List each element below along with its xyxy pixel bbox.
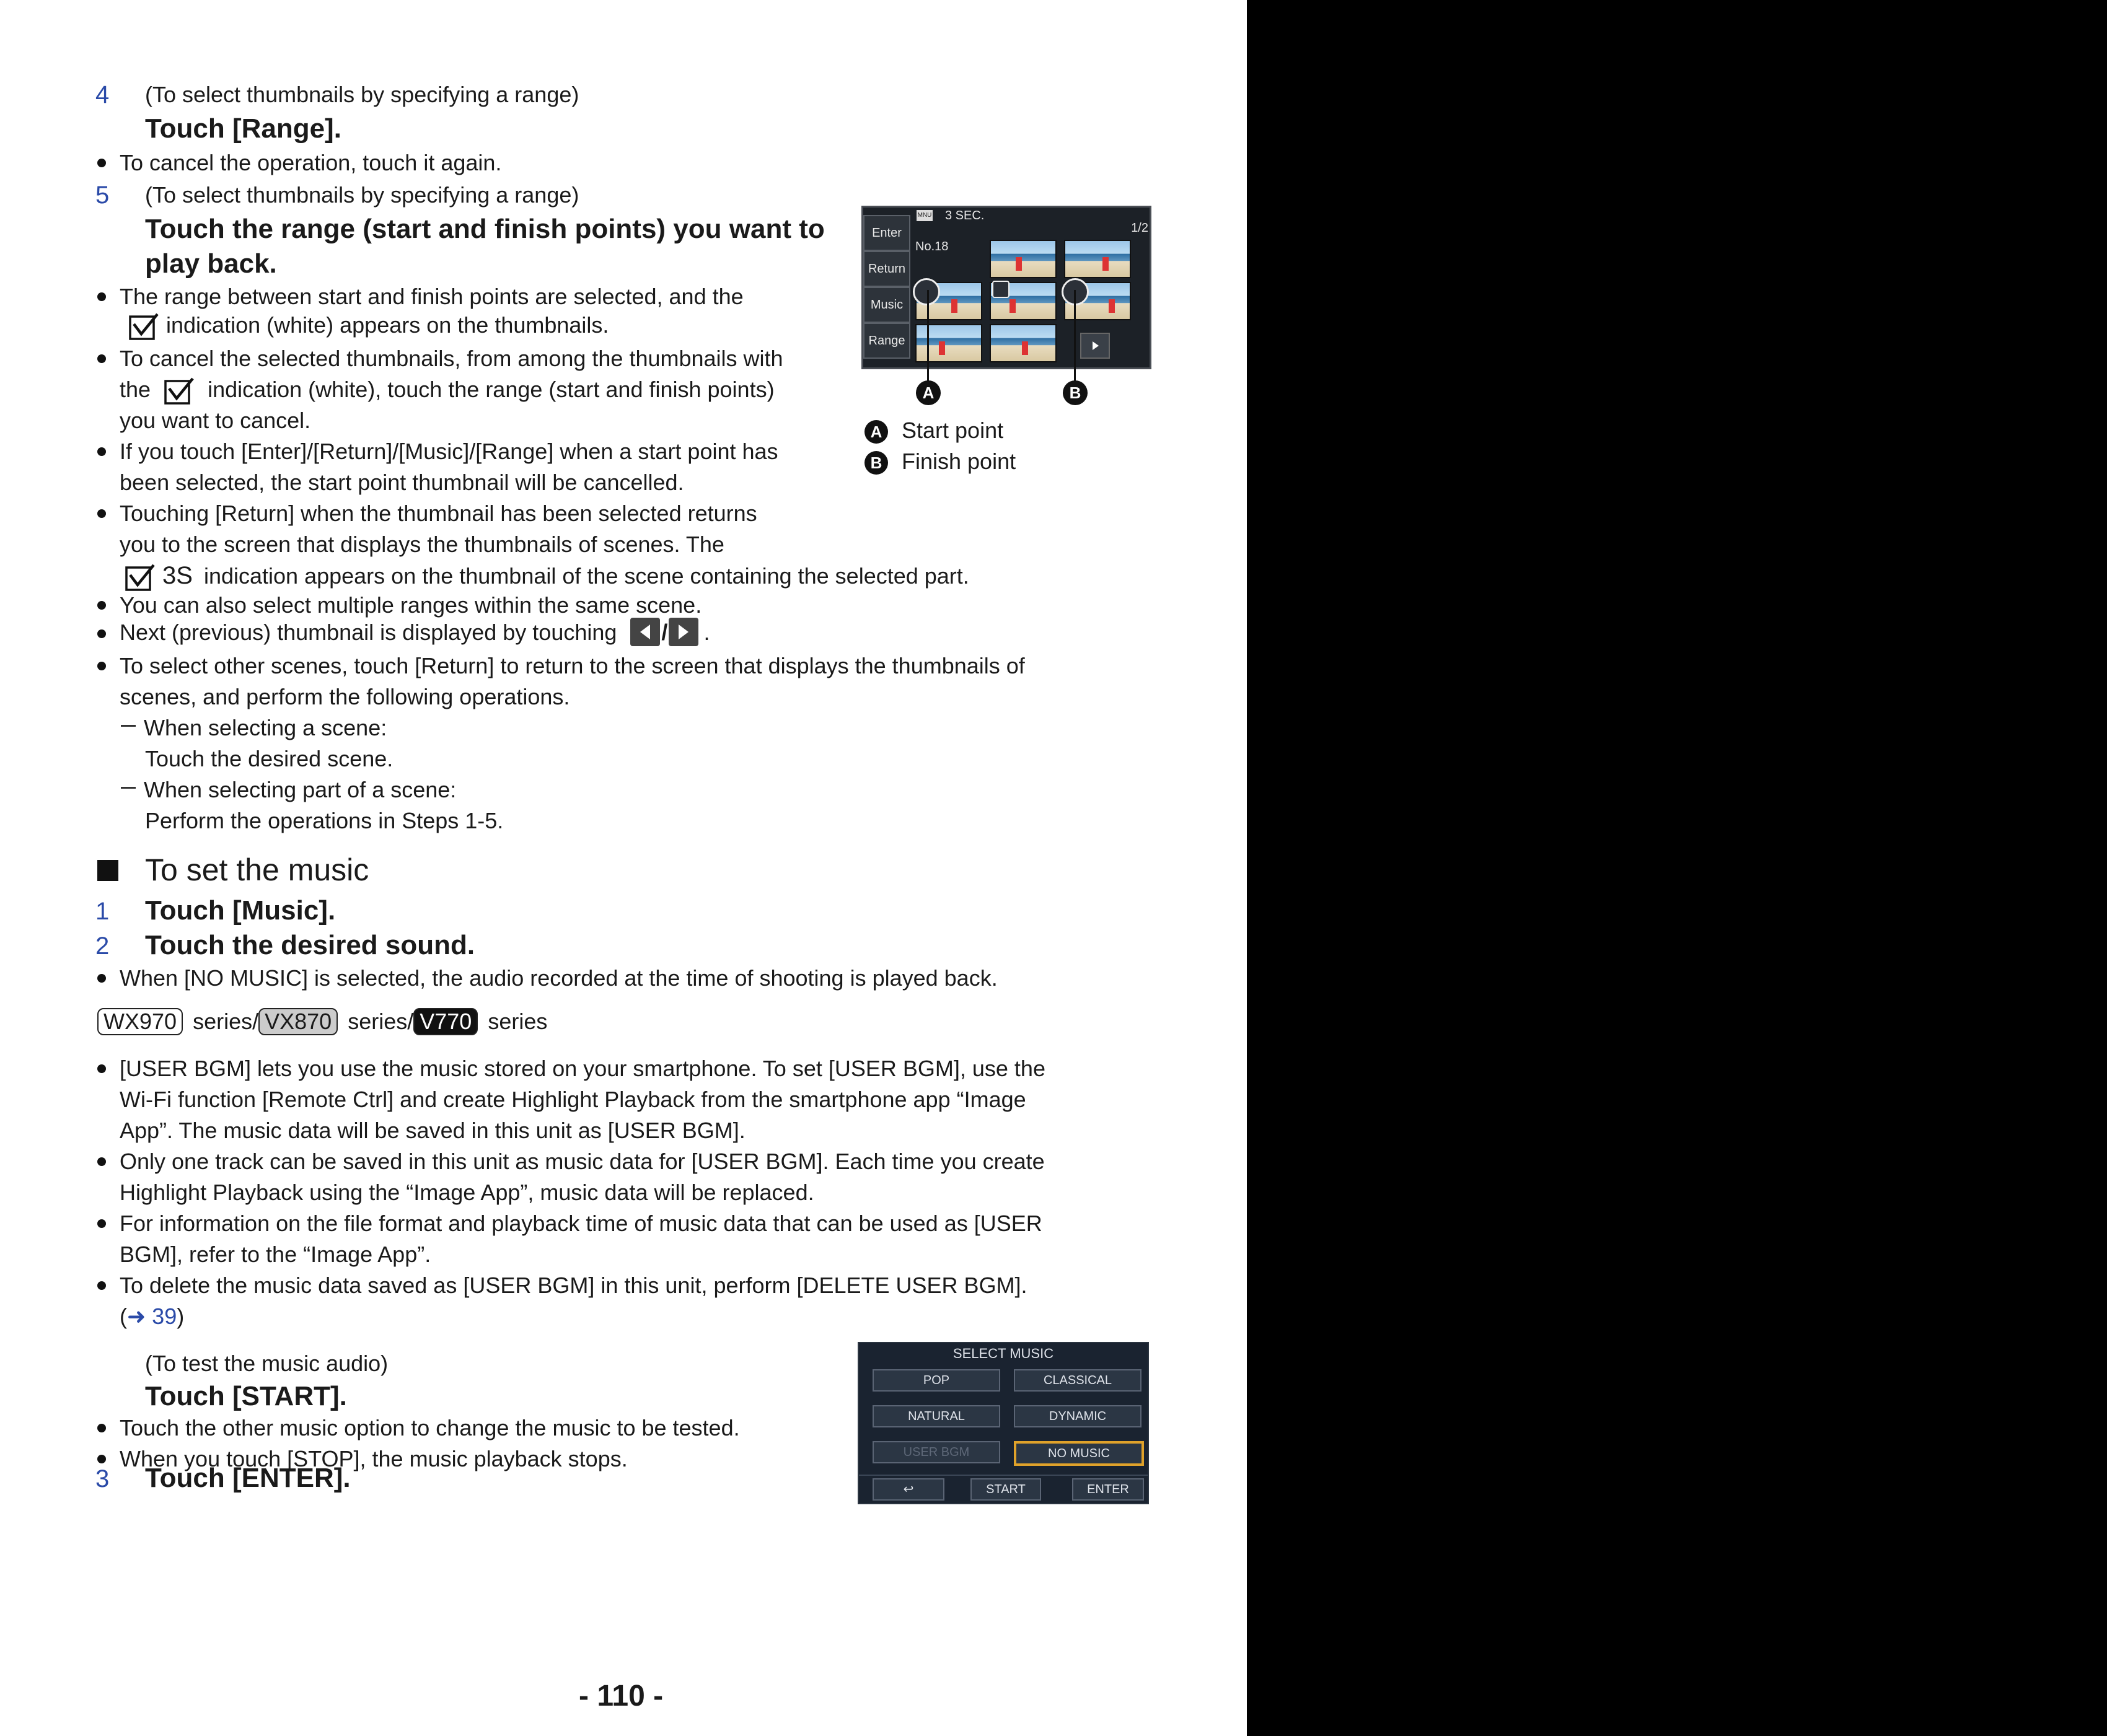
bullet-text: BGM], refer to the “Image App”. bbox=[120, 1242, 431, 1267]
music-button[interactable]: Music bbox=[863, 287, 910, 323]
scene-number: No.18 bbox=[915, 240, 949, 253]
sub-item-text: When selecting part of a scene: bbox=[144, 777, 457, 802]
start-button[interactable]: START bbox=[970, 1478, 1041, 1501]
sub-item-text: Perform the operations in Steps 1-5. bbox=[145, 808, 504, 833]
bullet-text: To select other scenes, touch [Return] to return to the screen that displays the thumbnails of bbox=[120, 653, 1025, 678]
series-line: WX970 series/ VX870 series/ V770 series bbox=[97, 1006, 547, 1037]
step-title: Touch [Range]. bbox=[145, 113, 341, 144]
marker-b: B bbox=[1063, 380, 1088, 405]
bullet-text: Touching [Return] when the thumbnail has been selected returns bbox=[120, 501, 757, 526]
bullet-text: Only one track can be saved in this unit as music data for [USER BGM]. Each time you create bbox=[120, 1149, 1045, 1174]
bullet bbox=[97, 159, 106, 167]
step-number: 2 bbox=[95, 932, 110, 960]
dash bbox=[121, 725, 136, 727]
music-option-classical[interactable]: CLASSICAL bbox=[1014, 1369, 1141, 1392]
step-number: 1 bbox=[95, 898, 110, 925]
back-icon: ↩ bbox=[903, 1483, 914, 1496]
bullet bbox=[97, 1455, 106, 1463]
divider bbox=[859, 1475, 1148, 1476]
page-number: - 110 - bbox=[579, 1680, 664, 1712]
bullet-text: When you touch [STOP], the music playback stops. bbox=[120, 1446, 628, 1471]
range-button[interactable]: Range bbox=[863, 323, 910, 359]
step-subtitle: (To test the music audio) bbox=[145, 1351, 389, 1376]
check-icon bbox=[128, 312, 160, 341]
play-icon bbox=[1081, 334, 1109, 357]
step-subtitle: (To select thumbnails by specifying a range) bbox=[145, 182, 579, 208]
dash bbox=[121, 787, 136, 789]
legend-item: A Start point bbox=[864, 415, 1003, 446]
bullet-text: you to the screen that displays the thumbnails of scenes. The bbox=[120, 532, 724, 557]
thumbnail[interactable] bbox=[1064, 240, 1131, 278]
bullet-text: you want to cancel. bbox=[120, 408, 311, 433]
range-mid-indicator bbox=[992, 281, 1010, 298]
bullet-text: When [NO MUSIC] is selected, the audio recorded at the time of shooting is played back. bbox=[120, 965, 998, 991]
section-square-icon bbox=[97, 860, 118, 881]
section-heading: To set the music bbox=[145, 853, 369, 887]
3s-icon: 3S bbox=[162, 562, 193, 589]
bullet-text: indication (white) appears on the thumbnails. bbox=[128, 310, 609, 341]
select-music-screen bbox=[858, 1342, 1149, 1504]
bullet-text: Touch the other music option to change the music to be tested. bbox=[120, 1415, 740, 1440]
enter-button[interactable]: ENTER bbox=[1072, 1478, 1144, 1501]
range-start-indicator bbox=[913, 278, 940, 305]
marker-line bbox=[927, 290, 929, 382]
bullet bbox=[97, 1157, 106, 1166]
step-title: Touch [START]. bbox=[145, 1381, 347, 1411]
bullet-text: You can also select multiple ranges within the same scene. bbox=[120, 592, 702, 618]
bullet-text: If you touch [Enter]/[Return]/[Music]/[Range] when a start point has bbox=[120, 439, 778, 464]
music-option-no-music[interactable]: NO MUSIC bbox=[1014, 1441, 1144, 1466]
thumbnail[interactable] bbox=[915, 324, 982, 362]
return-button[interactable]: Return bbox=[863, 251, 910, 287]
thumbnail[interactable] bbox=[990, 240, 1057, 278]
bullet bbox=[97, 509, 106, 518]
bullet bbox=[97, 1281, 106, 1290]
bullet bbox=[97, 354, 106, 363]
next-page-button[interactable] bbox=[1080, 333, 1110, 359]
bullet bbox=[97, 1219, 106, 1228]
music-option-natural[interactable]: NATURAL bbox=[873, 1405, 1000, 1427]
check-icon bbox=[124, 563, 156, 592]
series-badge: V770 bbox=[413, 1008, 478, 1035]
marker-line bbox=[1074, 290, 1076, 382]
series-badge: VX870 bbox=[258, 1008, 338, 1035]
step-title: Touch the range (start and finish points) you want to bbox=[145, 214, 825, 244]
step-number: 4 bbox=[95, 81, 110, 108]
bullet-text: 3S indication appears on the thumbnail of the scene containing the selected part. bbox=[124, 560, 969, 592]
legend-item: B Finish point bbox=[864, 446, 1016, 477]
previous-icon bbox=[630, 618, 660, 646]
step-title: play back. bbox=[145, 248, 277, 279]
marker-a: A bbox=[916, 380, 941, 405]
bullet-text: To delete the music data saved as [USER BGM] in this unit, perform [DELETE USER BGM]. bbox=[120, 1273, 1027, 1298]
back-button[interactable] bbox=[873, 1478, 944, 1501]
bullet-text: To cancel the operation, touch it again. bbox=[120, 150, 502, 175]
step-title: Touch the desired sound. bbox=[145, 930, 475, 960]
bullet-text: the indication (white), touch the range (start and finish points) bbox=[120, 374, 775, 406]
bullet-text: To cancel the selected thumbnails, from among the thumbnails with bbox=[120, 346, 783, 371]
bullet-text: The range between start and finish points are selected, and the bbox=[120, 284, 744, 309]
bullet bbox=[97, 601, 106, 610]
bullet bbox=[97, 292, 106, 301]
enter-button[interactable]: Enter bbox=[863, 215, 910, 251]
bullet-text: (➜ 39) bbox=[120, 1304, 185, 1329]
bullet bbox=[97, 447, 106, 456]
screen-title: SELECT MUSIC bbox=[952, 1346, 1054, 1361]
bullet bbox=[97, 974, 106, 983]
bullet-text: Highlight Playback using the “Image App”, music data will be replaced. bbox=[120, 1180, 814, 1205]
screen-header: 3 SEC. bbox=[945, 209, 985, 222]
step-number: 5 bbox=[95, 182, 110, 209]
step-title: Touch [ENTER]. bbox=[145, 1463, 351, 1493]
thumbnail[interactable] bbox=[990, 324, 1057, 362]
bullet-text: been selected, the start point thumbnail will be cancelled. bbox=[120, 470, 684, 495]
music-option-dynamic[interactable]: DYNAMIC bbox=[1014, 1405, 1141, 1427]
step-title: Touch [Music]. bbox=[145, 895, 336, 926]
check-icon bbox=[163, 376, 195, 406]
step-number: 3 bbox=[95, 1465, 110, 1493]
bullet-text: [USER BGM] lets you use the music stored on your smartphone. To set [USER BGM], use the bbox=[120, 1056, 1045, 1081]
bullet-text: scenes, and perform the following operations. bbox=[120, 684, 570, 709]
page-indicator: 1/2 bbox=[1131, 221, 1148, 235]
bullet-text: Next (previous) thumbnail is displayed by touching / . bbox=[120, 617, 710, 648]
bullet-text: Wi-Fi function [Remote Ctrl] and create Highlight Playback from the smartphone app “Image bbox=[120, 1087, 1026, 1112]
page-reference-link[interactable]: ➜ 39 bbox=[127, 1304, 177, 1329]
bullet bbox=[97, 662, 106, 670]
step-subtitle: (To select thumbnails by specifying a range) bbox=[145, 82, 579, 107]
menu-badge: MNU bbox=[917, 210, 933, 221]
music-option-user-bgm[interactable]: USER BGM bbox=[873, 1441, 1000, 1463]
next-icon bbox=[669, 618, 698, 646]
sub-item-text: Touch the desired scene. bbox=[145, 746, 394, 771]
bullet bbox=[97, 1424, 106, 1432]
bullet-text: App”. The music data will be saved in this unit as [USER BGM]. bbox=[120, 1118, 746, 1143]
bullet bbox=[97, 629, 106, 638]
bullet bbox=[97, 1064, 106, 1073]
sub-item-text: When selecting a scene: bbox=[144, 715, 387, 740]
bullet-text: For information on the file format and playback time of music data that can be used as [USER bbox=[120, 1211, 1042, 1236]
music-option-pop[interactable]: POP bbox=[873, 1369, 1000, 1392]
range-select-screen bbox=[861, 206, 1151, 369]
series-badge: WX970 bbox=[97, 1008, 183, 1035]
